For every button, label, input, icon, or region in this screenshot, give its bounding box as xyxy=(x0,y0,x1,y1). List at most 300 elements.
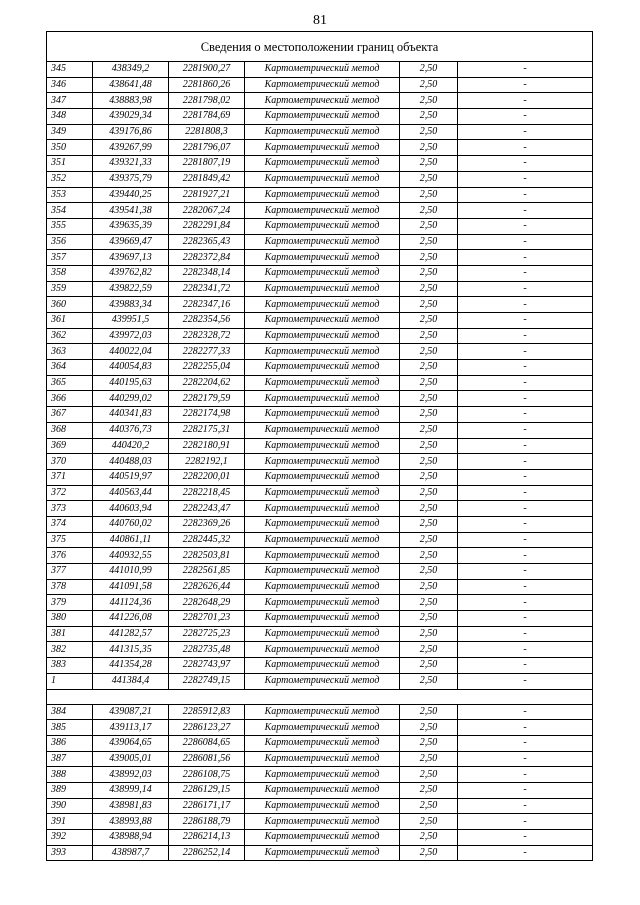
coord-x-cell: 439951,5 xyxy=(93,313,169,329)
method-cell: Картометрический метод xyxy=(245,469,400,485)
accuracy-cell: 2,50 xyxy=(400,297,458,313)
method-cell: Картометрический метод xyxy=(245,548,400,564)
accuracy-cell: 2,50 xyxy=(400,735,458,751)
coord-x-cell: 440488,03 xyxy=(93,454,169,470)
point-number-cell: 356 xyxy=(47,234,93,250)
method-cell: Картометрический метод xyxy=(245,187,400,203)
coord-y-cell: 2286081,56 xyxy=(169,751,245,767)
coord-x-cell: 440376,73 xyxy=(93,422,169,438)
table-row xyxy=(47,673,593,689)
coord-y-cell: 2282561,85 xyxy=(169,564,245,580)
coord-y-cell: 2282725,23 xyxy=(169,626,245,642)
description-cell: - xyxy=(458,595,593,611)
point-number-cell: 368 xyxy=(47,422,93,438)
method-cell: Картометрический метод xyxy=(245,360,400,376)
accuracy-cell: 2,50 xyxy=(400,469,458,485)
table-row xyxy=(47,720,593,736)
table-row xyxy=(47,407,593,423)
accuracy-cell: 2,50 xyxy=(400,93,458,109)
accuracy-cell: 2,50 xyxy=(400,485,458,501)
coord-x-cell: 438987,7 xyxy=(93,845,169,861)
table-row xyxy=(47,93,593,109)
description-cell: - xyxy=(458,830,593,846)
table-row xyxy=(47,156,593,172)
coord-x-cell: 439029,34 xyxy=(93,109,169,125)
table-row xyxy=(47,485,593,501)
point-number-cell: 358 xyxy=(47,265,93,281)
point-number-cell: 353 xyxy=(47,187,93,203)
coord-y-cell: 2286084,65 xyxy=(169,735,245,751)
coord-y-cell: 2282243,47 xyxy=(169,501,245,517)
description-cell: - xyxy=(458,798,593,814)
table-row xyxy=(47,391,593,407)
coord-y-cell: 2282291,84 xyxy=(169,218,245,234)
accuracy-cell: 2,50 xyxy=(400,579,458,595)
coord-y-cell: 2282174,98 xyxy=(169,407,245,423)
coord-x-cell: 440563,44 xyxy=(93,485,169,501)
point-number-cell: 386 xyxy=(47,735,93,751)
description-cell: - xyxy=(458,344,593,360)
coord-y-cell: 2282347,16 xyxy=(169,297,245,313)
table-row xyxy=(47,360,593,376)
accuracy-cell: 2,50 xyxy=(400,564,458,580)
method-cell: Картометрический метод xyxy=(245,124,400,140)
table-row xyxy=(47,62,593,78)
point-number-cell: 359 xyxy=(47,281,93,297)
table-row xyxy=(47,203,593,219)
accuracy-cell: 2,50 xyxy=(400,391,458,407)
point-number-cell: 379 xyxy=(47,595,93,611)
coord-x-cell: 438883,98 xyxy=(93,93,169,109)
point-number-cell: 377 xyxy=(47,564,93,580)
point-number-cell: 372 xyxy=(47,485,93,501)
coord-y-cell: 2286188,79 xyxy=(169,814,245,830)
table-title: Сведения о местоположении границ объекта xyxy=(47,32,593,62)
accuracy-cell: 2,50 xyxy=(400,642,458,658)
point-number-cell: 390 xyxy=(47,798,93,814)
point-number-cell: 360 xyxy=(47,297,93,313)
accuracy-cell: 2,50 xyxy=(400,124,458,140)
table-row xyxy=(47,611,593,627)
method-cell: Картометрический метод xyxy=(245,658,400,674)
method-cell: Картометрический метод xyxy=(245,516,400,532)
method-cell: Картометрический метод xyxy=(245,407,400,423)
method-cell: Картометрический метод xyxy=(245,720,400,736)
coord-x-cell: 439972,03 xyxy=(93,328,169,344)
coord-x-cell: 439669,47 xyxy=(93,234,169,250)
description-cell: - xyxy=(458,203,593,219)
method-cell: Картометрический метод xyxy=(245,156,400,172)
point-number-cell: 347 xyxy=(47,93,93,109)
coord-y-cell: 2285912,83 xyxy=(169,704,245,720)
coord-x-cell: 439883,34 xyxy=(93,297,169,313)
method-cell: Картометрический метод xyxy=(245,673,400,689)
method-cell: Картометрический метод xyxy=(245,735,400,751)
accuracy-cell: 2,50 xyxy=(400,313,458,329)
accuracy-cell: 2,50 xyxy=(400,501,458,517)
description-cell: - xyxy=(458,265,593,281)
description-cell: - xyxy=(458,281,593,297)
table-row xyxy=(47,140,593,156)
accuracy-cell: 2,50 xyxy=(400,830,458,846)
method-cell: Картометрический метод xyxy=(245,140,400,156)
coord-x-cell: 438999,14 xyxy=(93,782,169,798)
method-cell: Картометрический метод xyxy=(245,642,400,658)
accuracy-cell: 2,50 xyxy=(400,187,458,203)
table-row xyxy=(47,438,593,454)
accuracy-cell: 2,50 xyxy=(400,611,458,627)
method-cell: Картометрический метод xyxy=(245,782,400,798)
description-cell: - xyxy=(458,313,593,329)
method-cell: Картометрический метод xyxy=(245,250,400,266)
method-cell: Картометрический метод xyxy=(245,203,400,219)
coord-y-cell: 2282218,45 xyxy=(169,485,245,501)
description-cell: - xyxy=(458,814,593,830)
description-cell: - xyxy=(458,328,593,344)
coord-x-cell: 438349,2 xyxy=(93,62,169,78)
coord-y-cell: 2281784,69 xyxy=(169,109,245,125)
table-row xyxy=(47,579,593,595)
method-cell: Картометрический метод xyxy=(245,218,400,234)
description-cell: - xyxy=(458,422,593,438)
point-number-cell: 392 xyxy=(47,830,93,846)
coord-y-cell: 2282180,91 xyxy=(169,438,245,454)
description-cell: - xyxy=(458,564,593,580)
table-row xyxy=(47,767,593,783)
accuracy-cell: 2,50 xyxy=(400,438,458,454)
coord-x-cell: 440861,11 xyxy=(93,532,169,548)
description-cell: - xyxy=(458,171,593,187)
point-number-cell: 382 xyxy=(47,642,93,658)
coord-x-cell: 439635,39 xyxy=(93,218,169,234)
description-cell: - xyxy=(458,720,593,736)
coord-y-cell: 2281796,07 xyxy=(169,140,245,156)
method-cell: Картометрический метод xyxy=(245,485,400,501)
table-row xyxy=(47,532,593,548)
method-cell: Картометрический метод xyxy=(245,438,400,454)
coord-x-cell: 438641,48 xyxy=(93,77,169,93)
point-number-cell: 350 xyxy=(47,140,93,156)
method-cell: Картометрический метод xyxy=(245,626,400,642)
coord-y-cell: 2286123,27 xyxy=(169,720,245,736)
accuracy-cell: 2,50 xyxy=(400,532,458,548)
description-cell: - xyxy=(458,579,593,595)
coord-x-cell: 441384,4 xyxy=(93,673,169,689)
accuracy-cell: 2,50 xyxy=(400,767,458,783)
point-number-cell: 365 xyxy=(47,375,93,391)
description-cell: - xyxy=(458,735,593,751)
description-cell: - xyxy=(458,485,593,501)
description-cell: - xyxy=(458,360,593,376)
coord-x-cell: 438992,03 xyxy=(93,767,169,783)
coord-y-cell: 2281807,19 xyxy=(169,156,245,172)
point-number-cell: 1 xyxy=(47,673,93,689)
description-cell: - xyxy=(458,469,593,485)
coord-x-cell: 440195,63 xyxy=(93,375,169,391)
coord-y-cell: 2282445,32 xyxy=(169,532,245,548)
method-cell: Картометрический метод xyxy=(245,328,400,344)
point-number-cell: 373 xyxy=(47,501,93,517)
method-cell: Картометрический метод xyxy=(245,751,400,767)
method-cell: Картометрический метод xyxy=(245,313,400,329)
point-number-cell: 351 xyxy=(47,156,93,172)
point-number-cell: 389 xyxy=(47,782,93,798)
point-number-cell: 385 xyxy=(47,720,93,736)
point-number-cell: 346 xyxy=(47,77,93,93)
accuracy-cell: 2,50 xyxy=(400,407,458,423)
accuracy-cell: 2,50 xyxy=(400,798,458,814)
point-number-cell: 378 xyxy=(47,579,93,595)
accuracy-cell: 2,50 xyxy=(400,548,458,564)
coord-x-cell: 439541,38 xyxy=(93,203,169,219)
point-number-cell: 374 xyxy=(47,516,93,532)
section-separator xyxy=(47,689,593,704)
table-row xyxy=(47,344,593,360)
accuracy-cell: 2,50 xyxy=(400,156,458,172)
point-number-cell: 357 xyxy=(47,250,93,266)
point-number-cell: 366 xyxy=(47,391,93,407)
table-row xyxy=(47,626,593,642)
table-row xyxy=(47,422,593,438)
accuracy-cell: 2,50 xyxy=(400,203,458,219)
coord-y-cell: 2286171,17 xyxy=(169,798,245,814)
coord-x-cell: 439762,82 xyxy=(93,265,169,281)
coord-x-cell: 439440,25 xyxy=(93,187,169,203)
coord-x-cell: 439064,65 xyxy=(93,735,169,751)
table-row xyxy=(47,735,593,751)
coord-y-cell: 2282192,1 xyxy=(169,454,245,470)
coord-x-cell: 440603,94 xyxy=(93,501,169,517)
coord-y-cell: 2282341,72 xyxy=(169,281,245,297)
accuracy-cell: 2,50 xyxy=(400,140,458,156)
coord-x-cell: 438993,88 xyxy=(93,814,169,830)
table-row xyxy=(47,830,593,846)
table-row xyxy=(47,658,593,674)
accuracy-cell: 2,50 xyxy=(400,265,458,281)
table-row xyxy=(47,281,593,297)
coord-y-cell: 2286108,75 xyxy=(169,767,245,783)
description-cell: - xyxy=(458,109,593,125)
coord-y-cell: 2282175,31 xyxy=(169,422,245,438)
page-number: 81 xyxy=(313,13,327,28)
table-row xyxy=(47,516,593,532)
coord-x-cell: 440341,83 xyxy=(93,407,169,423)
point-number-cell: 391 xyxy=(47,814,93,830)
table-row xyxy=(47,751,593,767)
accuracy-cell: 2,50 xyxy=(400,281,458,297)
coord-x-cell: 440932,55 xyxy=(93,548,169,564)
description-cell: - xyxy=(458,751,593,767)
coord-y-cell: 2282354,56 xyxy=(169,313,245,329)
coord-x-cell: 439321,33 xyxy=(93,156,169,172)
table-row xyxy=(47,548,593,564)
accuracy-cell: 2,50 xyxy=(400,234,458,250)
point-number-cell: 380 xyxy=(47,611,93,627)
table-title-row xyxy=(47,32,593,62)
description-cell: - xyxy=(458,62,593,78)
coord-y-cell: 2282372,84 xyxy=(169,250,245,266)
table-row xyxy=(47,328,593,344)
accuracy-cell: 2,50 xyxy=(400,516,458,532)
accuracy-cell: 2,50 xyxy=(400,375,458,391)
description-cell: - xyxy=(458,845,593,861)
point-number-cell: 349 xyxy=(47,124,93,140)
table-row xyxy=(47,375,593,391)
point-number-cell: 363 xyxy=(47,344,93,360)
coord-y-cell: 2281860,26 xyxy=(169,77,245,93)
coord-x-cell: 438988,94 xyxy=(93,830,169,846)
description-cell: - xyxy=(458,391,593,407)
coord-x-cell: 441091,58 xyxy=(93,579,169,595)
table-row xyxy=(47,798,593,814)
method-cell: Картометрический метод xyxy=(245,830,400,846)
method-cell: Картометрический метод xyxy=(245,845,400,861)
boundary-coordinates-table xyxy=(46,31,593,861)
description-cell: - xyxy=(458,124,593,140)
coord-x-cell: 441282,57 xyxy=(93,626,169,642)
point-number-cell: 355 xyxy=(47,218,93,234)
method-cell: Картометрический метод xyxy=(245,171,400,187)
point-number-cell: 384 xyxy=(47,704,93,720)
accuracy-cell: 2,50 xyxy=(400,171,458,187)
coord-y-cell: 2286252,14 xyxy=(169,845,245,861)
table-row xyxy=(47,234,593,250)
coord-x-cell: 441315,35 xyxy=(93,642,169,658)
coord-y-cell: 2282749,15 xyxy=(169,673,245,689)
table-row xyxy=(47,218,593,234)
description-cell: - xyxy=(458,626,593,642)
method-cell: Картометрический метод xyxy=(245,281,400,297)
point-number-cell: 352 xyxy=(47,171,93,187)
description-cell: - xyxy=(458,438,593,454)
description-cell: - xyxy=(458,658,593,674)
point-number-cell: 354 xyxy=(47,203,93,219)
coord-x-cell: 440022,04 xyxy=(93,344,169,360)
coord-y-cell: 2282328,72 xyxy=(169,328,245,344)
coord-y-cell: 2281849,42 xyxy=(169,171,245,187)
point-number-cell: 370 xyxy=(47,454,93,470)
point-number-cell: 393 xyxy=(47,845,93,861)
table-row xyxy=(47,642,593,658)
coord-x-cell: 440760,02 xyxy=(93,516,169,532)
table-row xyxy=(47,313,593,329)
coord-y-cell: 2282648,29 xyxy=(169,595,245,611)
table-row xyxy=(47,250,593,266)
accuracy-cell: 2,50 xyxy=(400,782,458,798)
coord-x-cell: 440299,02 xyxy=(93,391,169,407)
accuracy-cell: 2,50 xyxy=(400,360,458,376)
table-row xyxy=(47,109,593,125)
accuracy-cell: 2,50 xyxy=(400,673,458,689)
coord-y-cell: 2282067,24 xyxy=(169,203,245,219)
accuracy-cell: 2,50 xyxy=(400,814,458,830)
coord-y-cell: 2282743,97 xyxy=(169,658,245,674)
coord-y-cell: 2282735,48 xyxy=(169,642,245,658)
accuracy-cell: 2,50 xyxy=(400,720,458,736)
coord-y-cell: 2282200,01 xyxy=(169,469,245,485)
description-cell: - xyxy=(458,642,593,658)
coord-x-cell: 441354,28 xyxy=(93,658,169,674)
coord-x-cell: 439822,59 xyxy=(93,281,169,297)
table-row xyxy=(47,187,593,203)
method-cell: Картометрический метод xyxy=(245,767,400,783)
method-cell: Картометрический метод xyxy=(245,564,400,580)
point-number-cell: 383 xyxy=(47,658,93,674)
point-number-cell: 362 xyxy=(47,328,93,344)
coord-y-cell: 2281927,21 xyxy=(169,187,245,203)
accuracy-cell: 2,50 xyxy=(400,595,458,611)
point-number-cell: 381 xyxy=(47,626,93,642)
point-number-cell: 348 xyxy=(47,109,93,125)
method-cell: Картометрический метод xyxy=(245,62,400,78)
description-cell: - xyxy=(458,673,593,689)
coord-x-cell: 439176,86 xyxy=(93,124,169,140)
method-cell: Картометрический метод xyxy=(245,297,400,313)
method-cell: Картометрический метод xyxy=(245,454,400,470)
method-cell: Картометрический метод xyxy=(245,704,400,720)
method-cell: Картометрический метод xyxy=(245,422,400,438)
point-number-cell: 361 xyxy=(47,313,93,329)
coord-x-cell: 441226,08 xyxy=(93,611,169,627)
table-row xyxy=(47,845,593,861)
coord-y-cell: 2282365,43 xyxy=(169,234,245,250)
accuracy-cell: 2,50 xyxy=(400,751,458,767)
accuracy-cell: 2,50 xyxy=(400,109,458,125)
accuracy-cell: 2,50 xyxy=(400,77,458,93)
accuracy-cell: 2,50 xyxy=(400,845,458,861)
coord-y-cell: 2282204,62 xyxy=(169,375,245,391)
description-cell: - xyxy=(458,156,593,172)
coord-y-cell: 2281808,3 xyxy=(169,124,245,140)
description-cell: - xyxy=(458,704,593,720)
table-row xyxy=(47,595,593,611)
point-number-cell: 345 xyxy=(47,62,93,78)
accuracy-cell: 2,50 xyxy=(400,328,458,344)
coord-y-cell: 2282701,23 xyxy=(169,611,245,627)
description-cell: - xyxy=(458,407,593,423)
accuracy-cell: 2,50 xyxy=(400,62,458,78)
description-cell: - xyxy=(458,782,593,798)
point-number-cell: 376 xyxy=(47,548,93,564)
accuracy-cell: 2,50 xyxy=(400,454,458,470)
coord-y-cell: 2282626,44 xyxy=(169,579,245,595)
coord-y-cell: 2282277,33 xyxy=(169,344,245,360)
method-cell: Картометрический метод xyxy=(245,109,400,125)
coord-x-cell: 439267,99 xyxy=(93,140,169,156)
accuracy-cell: 2,50 xyxy=(400,218,458,234)
table-row xyxy=(47,782,593,798)
point-number-cell: 388 xyxy=(47,767,93,783)
description-cell: - xyxy=(458,454,593,470)
coord-y-cell: 2282348,14 xyxy=(169,265,245,281)
accuracy-cell: 2,50 xyxy=(400,704,458,720)
point-number-cell: 367 xyxy=(47,407,93,423)
accuracy-cell: 2,50 xyxy=(400,626,458,642)
coord-x-cell: 439697,13 xyxy=(93,250,169,266)
description-cell: - xyxy=(458,532,593,548)
coord-x-cell: 440519,97 xyxy=(93,469,169,485)
table-row xyxy=(47,124,593,140)
point-number-cell: 369 xyxy=(47,438,93,454)
method-cell: Картометрический метод xyxy=(245,532,400,548)
coord-y-cell: 2286214,13 xyxy=(169,830,245,846)
table-row xyxy=(47,77,593,93)
coord-x-cell: 438981,83 xyxy=(93,798,169,814)
method-cell: Картометрический метод xyxy=(245,595,400,611)
method-cell: Картометрический метод xyxy=(245,814,400,830)
section-separator-row xyxy=(47,689,593,704)
table-row xyxy=(47,469,593,485)
